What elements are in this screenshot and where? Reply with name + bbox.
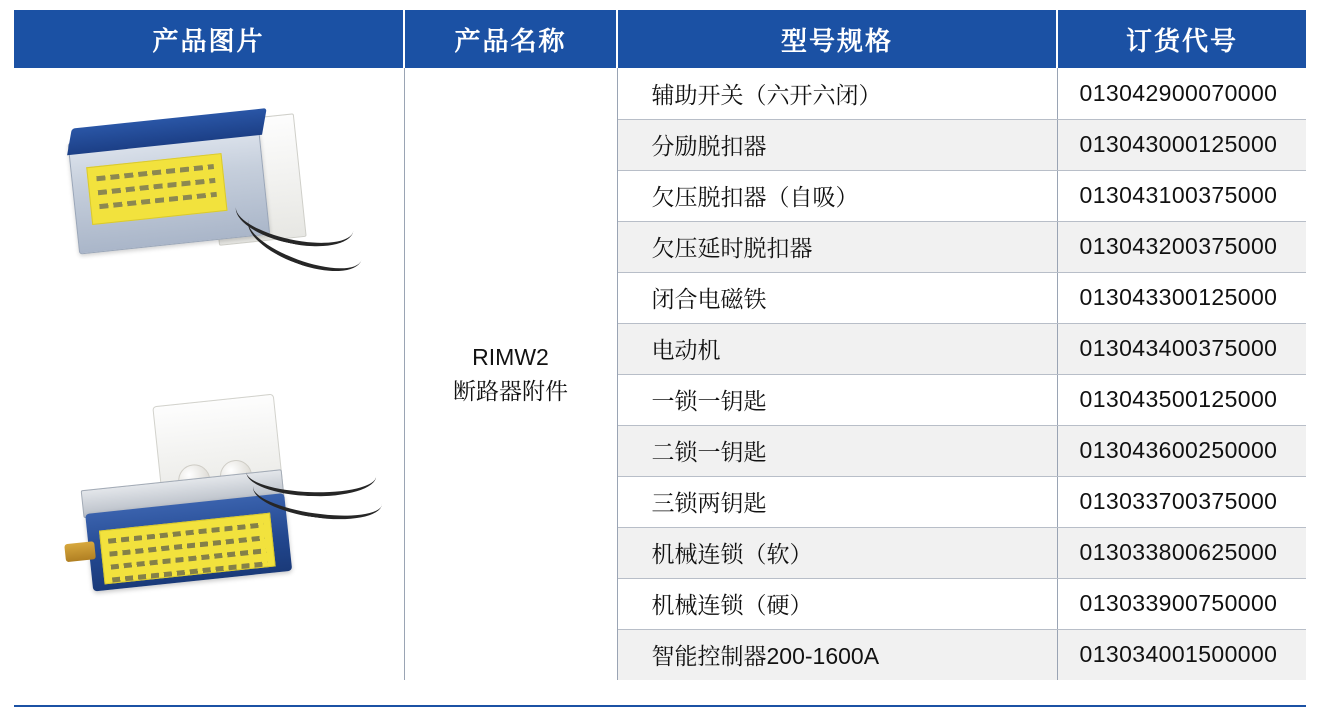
spec-cell: 欠压脱扣器（自吸）	[617, 170, 1057, 221]
spec-cell: 智能控制器200-1600A	[617, 629, 1057, 680]
code-cell: 013043500125000	[1057, 374, 1306, 425]
code-cell: 013043300125000	[1057, 272, 1306, 323]
code-cell: 013043200375000	[1057, 221, 1306, 272]
header-model-spec: 型号规格	[617, 10, 1057, 68]
header-product-image: 产品图片	[14, 10, 404, 68]
spec-cell: 分励脱扣器	[617, 119, 1057, 170]
code-cell: 013043000125000	[1057, 119, 1306, 170]
brass-plunger-icon	[64, 541, 96, 562]
code-cell: 013043400375000	[1057, 323, 1306, 374]
spec-cell: 电动机	[617, 323, 1057, 374]
product-image-stack	[14, 68, 404, 680]
spec-cell: 二锁一钥匙	[617, 425, 1057, 476]
header-row	[14, 10, 1306, 68]
table-body	[14, 68, 1306, 680]
product-image-cell	[14, 68, 404, 680]
auxiliary-switch-coil-photo	[55, 91, 376, 341]
spec-cell: 辅助开关（六开六闭）	[617, 68, 1057, 119]
spec-cell: 机械连锁（软）	[617, 527, 1057, 578]
product-name-line1: RIMW2	[472, 343, 549, 370]
product-name-line2: 断路器附件	[453, 378, 568, 404]
table-bottom-rule	[14, 705, 1306, 707]
code-cell: 013033900750000	[1057, 578, 1306, 629]
code-cell: 013043100375000	[1057, 170, 1306, 221]
product-table	[14, 10, 1306, 680]
code-cell: 013033700375000	[1057, 476, 1306, 527]
spec-cell: 欠压延时脱扣器	[617, 221, 1057, 272]
header-order-code: 订货代号	[1057, 10, 1306, 68]
header-product-name: 产品名称	[404, 10, 617, 68]
spec-cell: 一锁一钥匙	[617, 374, 1057, 425]
code-cell: 013033800625000	[1057, 527, 1306, 578]
table-header	[14, 10, 1306, 68]
spec-cell: 三锁两钥匙	[617, 476, 1057, 527]
code-cell: 013043600250000	[1057, 425, 1306, 476]
code-cell: 013034001500000	[1057, 629, 1306, 680]
code-cell: 013042900070000	[1057, 68, 1306, 119]
product-name-cell	[404, 68, 617, 680]
table-row	[14, 68, 1306, 119]
spec-cell: 闭合电磁铁	[617, 272, 1057, 323]
solenoid-actuator-photo	[43, 383, 395, 646]
spec-cell: 机械连锁（硬）	[617, 578, 1057, 629]
